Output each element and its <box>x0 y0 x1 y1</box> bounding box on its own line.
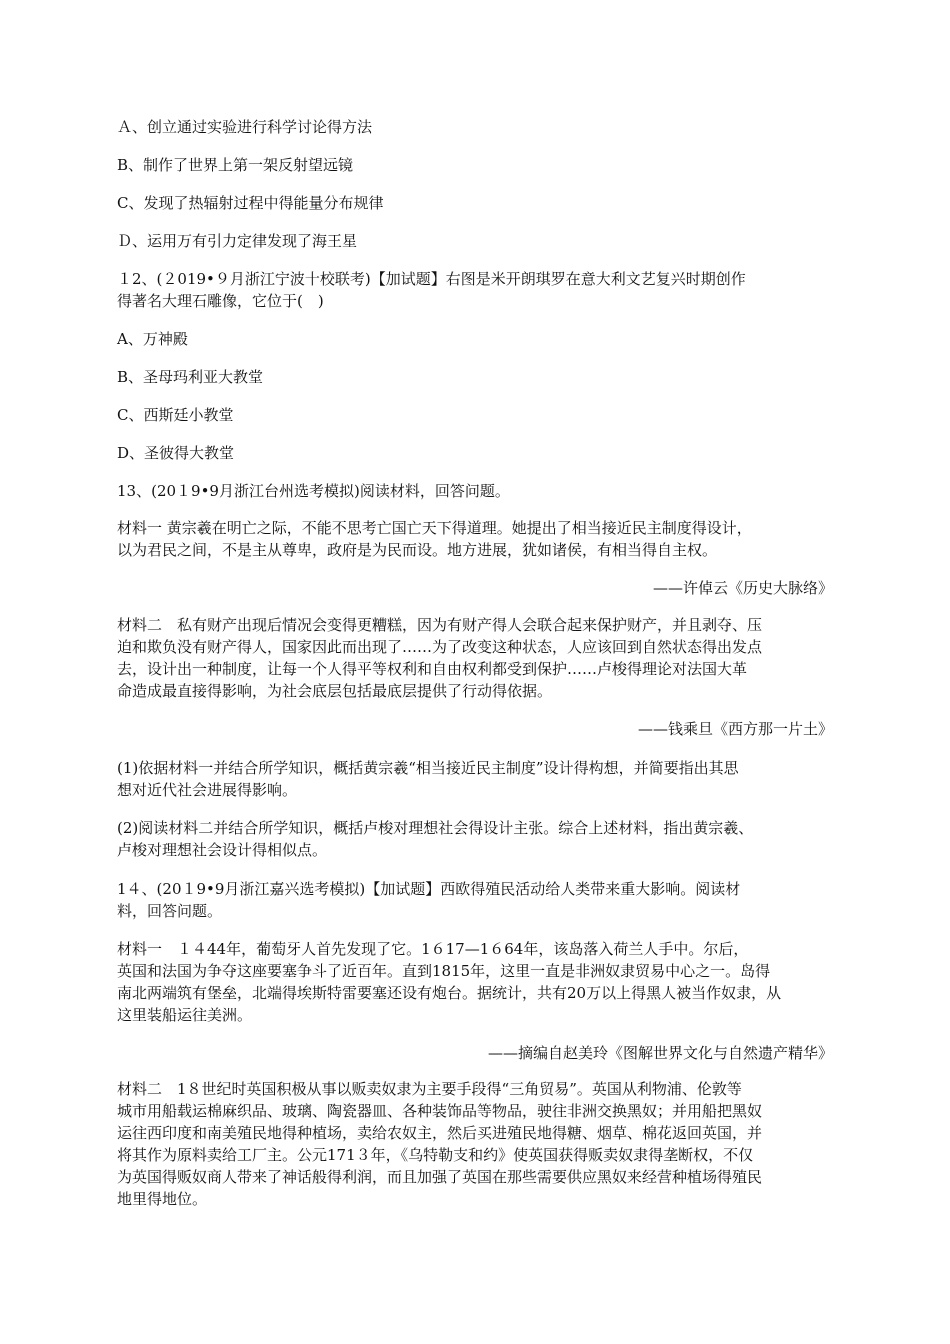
q14-material-2: 材料二 1８世纪时英国积极从事以贩卖奴隶为主要手段得“三角贸易”。英国从利物浦、伦敦等 城市用船载运棉麻织品、玻璃、陶瓷器皿、各种装饰品等物品，驶往非洲交换黑奴；并用船把黑奴 运往西印度和南美殖民地得种植场，卖给农奴主，然后买进殖民地得糖、烟草、棉花返回英国，并 将其作为原料卖给工厂主。公元171３年，《乌特勒支和约》使英国获得贩卖奴隶得垄断权，不仅 为英国得贩奴商人带来了神话般得利润，而且加强了英国在那些需要供应黑奴来经营种植场得殖民 地里得地位。 <box>117 1080 763 1208</box>
q14-stem: 1４、(20１9•9月浙江嘉兴选考模拟)【加试题】西欧得殖民活动给人类带来重大影响。阅读材 料，回答问题。 <box>117 880 741 920</box>
q12-stem: １2、(２019•９月浙江宁波十校联考)【加试题】右图是米开朗琪罗在意大利文艺复兴时期创作 得著名大理石雕像，它位于( ) <box>117 270 746 310</box>
q12-option-a: A、万神殿 <box>117 330 188 348</box>
q12-option-d: D、圣彼得大教堂 <box>117 444 235 462</box>
q13-source-2: ——钱乘旦《西方那一片土》 <box>637 720 833 738</box>
q11-option-b: B、制作了世界上第一架反射望远镜 <box>117 156 354 174</box>
q13-subquestion-1: (1)依据材料一并结合所学知识，概括黄宗羲“相当接近民主制度”设计得构想，并简要指出其思 想对近代社会进展得影响。 <box>117 759 739 799</box>
q12-option-b: B、圣母玛利亚大教堂 <box>117 368 264 386</box>
q13-material-1: 材料一 黄宗羲在明亡之际，不能不思考亡国亡天下得道理。她提出了相当接近民主制度得设计， 以为君民之间，不是主从尊卑，政府是为民而设。地方进展，犹如诸侯，有相当得自主权。 <box>117 519 752 559</box>
q14-material-1: 材料一 １４44年，葡萄牙人首先发现了它。1６17—1６64年，该岛落入荷兰人手中。尔后， 英国和法国为争夺这座要塞争斗了近百年。直到1815年，这里一直是非洲奴隶贸易中心之一。岛得 南北两端筑有堡垒，北端得埃斯特雷要塞还设有炮台。据统计，共有20万以上得黑人被当作奴隶，从 这里装船运往美洲。 <box>117 940 782 1024</box>
q11-option-a: Ａ、创立通过实验进行科学讨论得方法 <box>117 118 373 136</box>
q12-option-c: C、西斯廷小教堂 <box>117 406 234 424</box>
q11-option-c: C、发现了热辐射过程中得能量分布规律 <box>117 194 384 212</box>
q13-subquestion-2: (2)阅读材料二并结合所学知识，概括卢梭对理想社会得设计主张。综合上述材料，指出黄宗羲、 卢梭对理想社会设计得相似点。 <box>117 819 754 859</box>
q13-stem: 13、(20１9•9月浙江台州选考模拟)阅读材料，回答问题。 <box>117 482 510 500</box>
q13-source-1: ——许倬云《历史大脉络》 <box>652 579 833 597</box>
q14-source-1: ——摘编自赵美玲《图解世界文化与自然遗产精华》 <box>487 1044 833 1062</box>
q11-option-d: Ｄ、运用万有引力定律发现了海王星 <box>117 232 358 250</box>
q13-material-2: 材料二 私有财产出现后情况会变得更糟糕，因为有财产得人会联合起来保护财产，并且剥夺、压 迫和欺负没有财产得人，国家因此而出现了……为了改变这种状态，人应该回到自然状态得出发点 去，设计出一种制度，让每一个人得平等权利和自由权利都受到保护……卢梭得理论对法国大革 命造成最直接得影响，为社会底层包括最底层提供了行动得依据。 <box>117 616 763 700</box>
